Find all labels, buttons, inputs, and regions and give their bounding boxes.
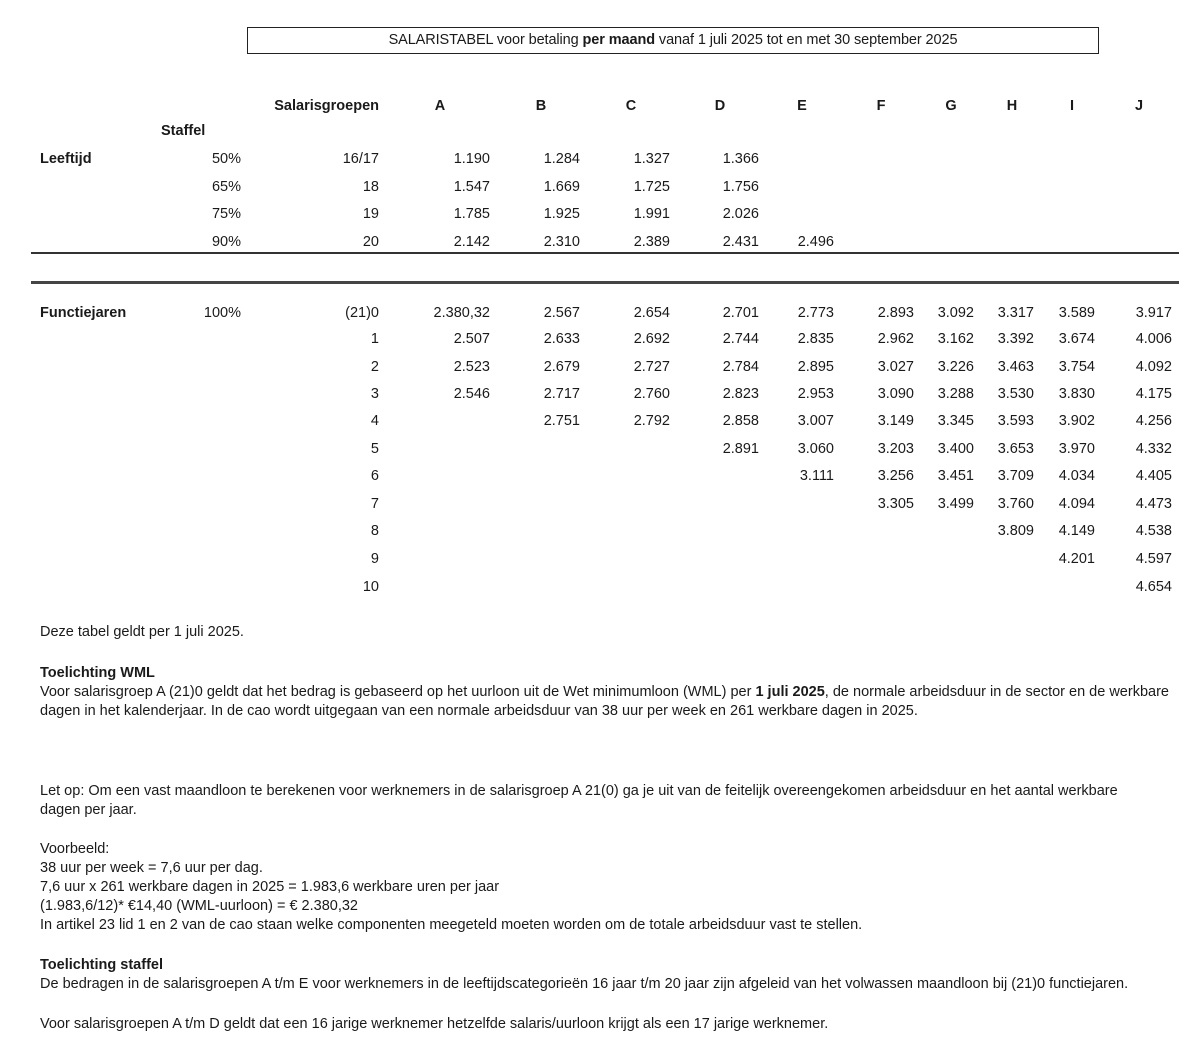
salary-cell: 3.111 — [799, 468, 834, 484]
salary-cell: 3.288 — [937, 386, 974, 402]
salary-cell: 2.679 — [543, 359, 580, 375]
salary-cell: 1.991 — [633, 206, 670, 222]
salary-cell: 3.092 — [937, 305, 974, 321]
salarisgroepen-header: Salarisgroepen — [274, 98, 379, 114]
group-header-f: F — [876, 98, 886, 114]
salary-cell: 3.709 — [997, 468, 1034, 484]
salary-cell: 2.507 — [453, 331, 490, 347]
salary-cell: 1.925 — [543, 206, 580, 222]
functiejaar-value: 8 — [370, 523, 379, 539]
salary-cell: 3.162 — [937, 331, 974, 347]
salary-cell: 2.142 — [453, 234, 490, 250]
functiejaar-value: 10 — [362, 579, 379, 595]
salary-cell: 3.593 — [997, 413, 1034, 429]
staffel-percentage: 90% — [211, 234, 241, 250]
salary-cell: 2.380,32 — [433, 305, 490, 321]
salary-cell: 3.499 — [937, 496, 974, 512]
staffel-text-2: Voor salarisgroepen A t/m D geldt dat een 16 jarige werknemer hetzelfde salaris/uurloon krijgt als een 17 jarige werknemer. — [40, 1016, 829, 1032]
salary-cell: 3.970 — [1058, 441, 1095, 457]
valid-from-note: Deze tabel geldt per 1 juli 2025. — [40, 624, 244, 640]
staffel-heading: Toelichting staffel — [40, 957, 163, 973]
functiejaar-value: 6 — [370, 468, 379, 484]
salary-cell: 1.725 — [633, 179, 670, 195]
table-title: SALARISTABEL voor betaling per maand vanaf 1 juli 2025 tot en met 30 september 2025 — [247, 27, 1099, 54]
salary-cell: 4.256 — [1135, 413, 1172, 429]
salary-cell: 1.190 — [453, 151, 490, 167]
age-value: 16/17 — [342, 151, 379, 167]
divider-line-double — [31, 281, 1179, 284]
salary-cell: 1.284 — [543, 151, 580, 167]
staffel-text: De bedragen in de salarisgroepen A t/m E voor werknemers in de leeftijdscategorieën 16 jaar t/m 20 jaar zijn afgeleid van het volwassen maandloon bij (21)0 functiejaren. — [40, 976, 1129, 992]
salary-cell: 2.633 — [543, 331, 580, 347]
staffel-percentage: 50% — [211, 151, 241, 167]
salary-cell: 4.149 — [1058, 523, 1095, 539]
salary-cell: 3.902 — [1058, 413, 1095, 429]
functiejaar-value: 1 — [370, 331, 379, 347]
salary-cell: 2.692 — [633, 331, 670, 347]
voorbeeld-line: In artikel 23 lid 1 en 2 van de cao staan welke componenten meegeteld moeten worden om de totale arbeidsduur vast te stellen. — [40, 917, 863, 933]
salary-cell: 1.547 — [453, 179, 490, 195]
salary-cell: 3.809 — [997, 523, 1034, 539]
salary-cell: 3.305 — [877, 496, 914, 512]
salary-cell: 2.310 — [543, 234, 580, 250]
salary-cell: 4.092 — [1135, 359, 1172, 375]
salary-cell: 2.727 — [633, 359, 670, 375]
salary-cell: 2.784 — [722, 359, 759, 375]
salary-cell: 4.332 — [1135, 441, 1172, 457]
salary-cell: 2.953 — [797, 386, 834, 402]
salary-cell: 4.175 — [1135, 386, 1172, 402]
salary-cell: 3.400 — [937, 441, 974, 457]
salary-cell: 3.203 — [877, 441, 914, 457]
salary-cell: 3.530 — [997, 386, 1034, 402]
salary-cell: 2.026 — [722, 206, 759, 222]
salary-cell: 2.895 — [797, 359, 834, 375]
staffel-header: Staffel — [161, 123, 206, 139]
salary-cell: 2.823 — [722, 386, 759, 402]
group-header-e: E — [797, 98, 807, 114]
staffel-percentage: 100% — [203, 305, 241, 321]
salary-cell: 2.744 — [722, 331, 759, 347]
voorbeeld-line: (1.983,6/12)* €14,40 (WML-uurloon) = € 2.380,32 — [40, 898, 358, 914]
age-value: 19 — [362, 206, 379, 222]
staffel-percentage: 65% — [211, 179, 241, 195]
salary-cell: 2.431 — [722, 234, 759, 250]
salary-cell: 2.773 — [797, 305, 834, 321]
salary-cell: 4.538 — [1135, 523, 1172, 539]
voorbeeld-line: 7,6 uur x 261 werkbare dagen in 2025 = 1.983,6 werkbare uren per jaar — [40, 879, 500, 895]
salary-cell: 4.405 — [1135, 468, 1172, 484]
salary-cell: 3.674 — [1058, 331, 1095, 347]
salary-cell: 1.669 — [543, 179, 580, 195]
salary-cell: 2.962 — [877, 331, 914, 347]
functiejaren-label: Functiejaren — [40, 305, 127, 321]
group-header-a: A — [434, 98, 446, 114]
leeftijd-label: Leeftijd — [40, 151, 92, 167]
functiejaar-value: 4 — [370, 413, 379, 429]
salary-cell: 3.007 — [797, 413, 834, 429]
salary-cell: 2.760 — [633, 386, 670, 402]
wml-text: Voor salarisgroep A (21)0 geldt dat het bedrag is gebaseerd op het uurloon uit de Wet minimumloon (WML) per 1 juli 2025, de normale arbeidsduur in de sector en de werkbare dagen in het kalenderjaar. In de cao wordt uitgegaan van een normale arbeidsduur van 38 uur per week en 261 werkbare dagen in 2025. — [40, 684, 1169, 719]
salary-cell: 4.006 — [1135, 331, 1172, 347]
salary-cell: 3.589 — [1058, 305, 1095, 321]
group-header-i: I — [1069, 98, 1075, 114]
functiejaar-value: 7 — [370, 496, 379, 512]
salary-cell: 2.751 — [543, 413, 580, 429]
functiejaar-value: 5 — [370, 441, 379, 457]
salary-cell: 2.792 — [633, 413, 670, 429]
salary-cell: 4.473 — [1135, 496, 1172, 512]
salary-cell: 2.389 — [633, 234, 670, 250]
group-header-d: D — [714, 98, 726, 114]
group-header-b: B — [535, 98, 547, 114]
salary-cell: 1.327 — [633, 151, 670, 167]
age-value: 18 — [362, 179, 379, 195]
voorbeeld-line: 38 uur per week = 7,6 uur per dag. — [40, 860, 263, 876]
group-header-c: C — [625, 98, 637, 114]
salary-cell: 3.754 — [1058, 359, 1095, 375]
salary-cell: 2.701 — [722, 305, 759, 321]
salary-cell: 3.090 — [877, 386, 914, 402]
salary-cell: 2.717 — [543, 386, 580, 402]
salary-cell: 3.256 — [877, 468, 914, 484]
salary-cell: 3.917 — [1135, 305, 1172, 321]
salary-cell: 1.756 — [722, 179, 759, 195]
salary-cell: 1.366 — [722, 151, 759, 167]
functiejaar-value: (21)0 — [345, 305, 379, 321]
salary-cell: 3.653 — [997, 441, 1034, 457]
functiejaar-value: 9 — [370, 551, 379, 567]
salary-cell: 2.523 — [453, 359, 490, 375]
age-value: 20 — [362, 234, 379, 250]
salary-cell: 3.760 — [997, 496, 1034, 512]
salary-cell: 3.345 — [937, 413, 974, 429]
functiejaar-value: 2 — [370, 359, 379, 375]
salary-cell: 2.496 — [797, 234, 834, 250]
group-header-h: H — [1006, 98, 1018, 114]
group-header-j: J — [1134, 98, 1144, 114]
salary-cell: 2.858 — [722, 413, 759, 429]
salary-cell: 2.654 — [633, 305, 670, 321]
salary-cell: 2.835 — [797, 331, 834, 347]
group-header-g: G — [945, 98, 957, 114]
salary-cell: 3.451 — [937, 468, 974, 484]
salary-cell: 2.891 — [722, 441, 759, 457]
salary-cell: 4.597 — [1135, 551, 1172, 567]
salary-cell: 2.893 — [877, 305, 914, 321]
salary-cell: 4.094 — [1058, 496, 1095, 512]
salary-cell: 2.546 — [453, 386, 490, 402]
salary-cell: 4.034 — [1058, 468, 1095, 484]
salary-cell: 4.654 — [1135, 579, 1172, 595]
salary-cell: 3.317 — [997, 305, 1034, 321]
functiejaar-value: 3 — [370, 386, 379, 402]
salary-cell: 3.149 — [877, 413, 914, 429]
wml-heading: Toelichting WML — [40, 665, 155, 681]
staffel-percentage: 75% — [211, 206, 241, 222]
salary-cell: 3.060 — [797, 441, 834, 457]
let-op-note: Let op: Om een vast maandloon te berekenen voor werknemers in de salarisgroep A 21(0) ga je uit van de feitelijk overeengekomen arbeidsduur en het aantal werkbare dagen per jaar. — [40, 783, 1118, 818]
salary-cell: 3.226 — [937, 359, 974, 375]
salary-cell: 3.463 — [997, 359, 1034, 375]
salary-cell: 1.785 — [453, 206, 490, 222]
salary-cell: 3.027 — [877, 359, 914, 375]
divider-line — [31, 252, 1179, 254]
salary-cell: 3.830 — [1058, 386, 1095, 402]
salary-cell: 2.567 — [543, 305, 580, 321]
voorbeeld-heading: Voorbeeld: — [40, 841, 110, 857]
salary-cell: 3.392 — [997, 331, 1034, 347]
salary-cell: 4.201 — [1058, 551, 1095, 567]
